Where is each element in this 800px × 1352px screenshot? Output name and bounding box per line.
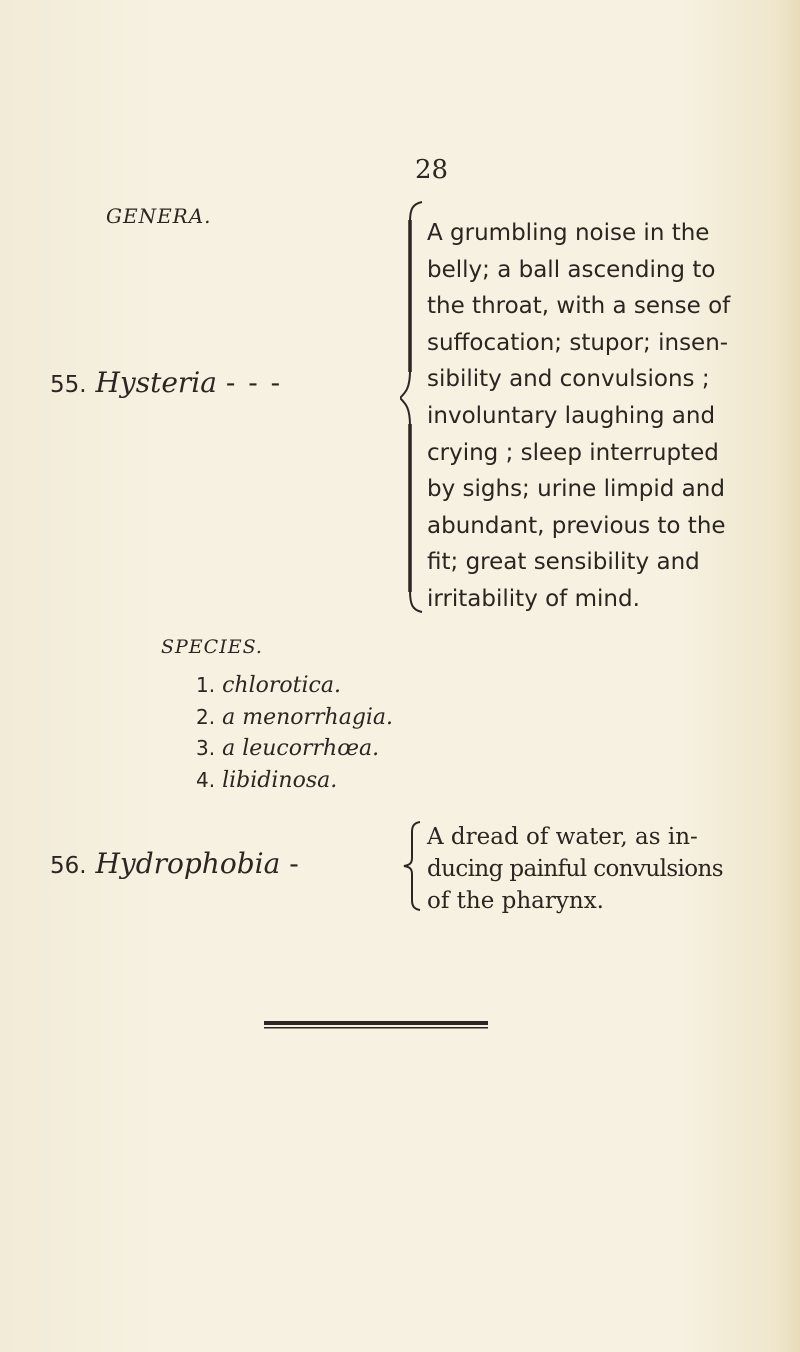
entry-55-description <box>427 215 730 618</box>
species-heading: SPECIES. <box>161 636 263 658</box>
entry-56-title <box>50 847 301 880</box>
entry-55-brace <box>400 200 430 615</box>
description-line: suffocation; stupor; insen- <box>427 329 729 356</box>
description-line: belly; a ball ascending to <box>427 256 716 283</box>
description-line: sibility and convulsions ; <box>427 366 710 393</box>
description-line: fit; great sensibility and <box>427 549 700 576</box>
description-line: abundant, previous to the <box>427 512 726 539</box>
entry-55-title <box>50 366 282 399</box>
entry-56-dashes: - <box>289 847 301 880</box>
page-number: 28 <box>415 155 449 185</box>
entry-55-name: Hysteria <box>95 366 217 399</box>
species-item: 1. chlorotica. <box>196 673 341 698</box>
species-list <box>196 670 393 796</box>
entry-55-dashes: - - - <box>225 366 283 399</box>
entry-56-name: Hydrophobia <box>95 847 281 880</box>
description-line: irritability of mind. <box>427 585 640 612</box>
description-line: involuntary laughing and <box>427 402 716 429</box>
entry-56-brace <box>402 820 424 912</box>
entry-55-number: 55. <box>50 372 87 398</box>
species-item: 2. a menorrhagia. <box>196 704 394 730</box>
entry-56-number: 56. <box>50 853 87 879</box>
description-line: by sighs; urine limpid and <box>427 476 725 503</box>
genera-heading: GENERA. <box>106 204 212 228</box>
description-line: A dread of water, as in- <box>427 824 698 850</box>
entry-56-description <box>427 821 723 917</box>
species-item: 4. libidinosa. <box>196 767 338 793</box>
description-line: the throat, with a sense of <box>427 293 731 320</box>
species-item: 3. a leucorrhœa. <box>196 736 380 761</box>
description-line: ducing painful convulsions <box>427 856 723 882</box>
description-line: A grumbling noise in the <box>427 220 710 246</box>
description-line: of the pharynx. <box>427 888 604 914</box>
description-line: crying ; sleep interrupted <box>427 439 719 466</box>
double-rule-divider <box>264 1020 488 1032</box>
